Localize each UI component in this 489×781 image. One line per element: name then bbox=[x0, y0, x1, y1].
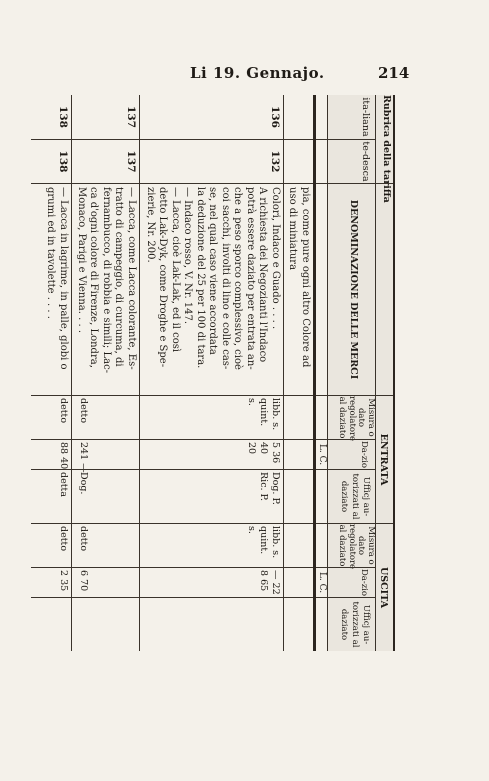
header-uscita-dazio: Da-zio bbox=[328, 567, 375, 597]
table-row bbox=[139, 95, 283, 651]
description-cell: — Lacca, come Lacca colorante, Es- tratto di campeggio, di curcuma, di fernambucco, di robbia e simili; Lac- ca d'ogni colore di Firenze, Londra, Monaco, Parigi e Vienna. . . . bbox=[72, 183, 139, 395]
uscita-uffici bbox=[31, 597, 71, 651]
entrata-dazio: 241 — bbox=[72, 439, 139, 469]
uscita-dazio: — 22 8 65 bbox=[140, 567, 283, 597]
header-entrata-uffici: Ufficj au-torizzati al daziato bbox=[328, 469, 375, 523]
entrata-dazio: 5 36 40 20 bbox=[140, 439, 283, 469]
rubrica-italiana: 138 bbox=[57, 106, 69, 128]
header-rubrica: Rubrica della tariffa bbox=[381, 95, 392, 203]
header-uscita: USCITA bbox=[376, 523, 393, 651]
rubrica-italiana: 137 bbox=[125, 106, 137, 128]
tariff-table-frame bbox=[45, 95, 395, 651]
description-cell: pia, come pure ogni altro Colore ad uso di miniatura bbox=[284, 183, 313, 395]
page-number: 214 bbox=[378, 64, 410, 82]
header-entrata-misura: Misura o dato regolatore al daziato bbox=[328, 395, 375, 439]
uscita-misura: detto bbox=[31, 523, 71, 567]
entrata-misura: detto bbox=[72, 395, 139, 439]
uscita-dazio: 6 70 bbox=[72, 567, 139, 597]
header-uscita-uffici: Ufficj au-torizzati al daziato bbox=[328, 597, 375, 651]
header-entrata: ENTRATA bbox=[376, 395, 393, 523]
header-entrata-lc: L. C. bbox=[316, 439, 327, 469]
uscita-uffici bbox=[140, 597, 283, 651]
rubrica-italiana: 136 bbox=[269, 106, 281, 128]
description-cell: Colori, Indaco e Guado . . . . A richiesta dei Negozianti l'Indaco potrà essere daziato per entrata an- che a peso sporco complessivo, cioè coi sacchi, involti di lino e colle cas- se, nel qual caso viene accordata la deduzione del 25 per 100 di tara. — Indaco rosso, V. Nr. 147. — Lacca, cioè Lak-Lak, ed il così detto Lak-Dyk, come Droghe e Spe- zierie, Nr. 200. bbox=[140, 183, 283, 395]
description-cell: — Lacca in lagrime, in palle, globi o grumi ed in tavolette . . . . bbox=[31, 183, 71, 395]
uscita-misura: libb. s. quint. s. bbox=[140, 523, 283, 567]
rubrica-tedesca: 132 bbox=[140, 139, 283, 183]
table-row bbox=[71, 95, 139, 651]
header-italiana: ita-liana bbox=[360, 97, 371, 137]
header-denominazione: DENOMINAZIONE DELLE MERCI bbox=[328, 183, 375, 395]
uscita-uffici bbox=[72, 597, 139, 651]
entrata-dazio: 88 40 bbox=[31, 439, 71, 469]
entrata-misura: libb. s. quint. s. bbox=[140, 395, 283, 439]
uscita-misura: detto bbox=[72, 523, 139, 567]
table-header-row-2 bbox=[327, 95, 375, 651]
entrata-uffici: Dog. P. Ric. P. bbox=[140, 469, 283, 523]
table-row bbox=[31, 95, 71, 651]
table-row bbox=[283, 95, 313, 651]
rubrica-tedesca: 138 bbox=[31, 139, 71, 183]
tariff-table bbox=[45, 95, 395, 651]
header-entrata-dazio: Da-zio bbox=[328, 439, 375, 469]
header-uscita-misura: Misura o dato regolatore al daziato bbox=[328, 523, 375, 567]
entrata-misura: detto bbox=[31, 395, 71, 439]
page-header bbox=[0, 64, 489, 84]
uscita-dazio: 2 35 bbox=[31, 567, 71, 597]
page-title: Li 19. Gennajo. bbox=[190, 64, 325, 82]
header-uscita-lc: L. C. bbox=[316, 567, 327, 597]
entrata-uffici: Dog. bbox=[72, 469, 139, 523]
table-header-row-1 bbox=[375, 95, 395, 651]
header-tedesca: te-desca bbox=[328, 139, 375, 183]
rubrica-tedesca: 137 bbox=[72, 139, 139, 183]
entrata-uffici: detta bbox=[31, 469, 71, 523]
table-header-row-3 bbox=[313, 95, 327, 651]
